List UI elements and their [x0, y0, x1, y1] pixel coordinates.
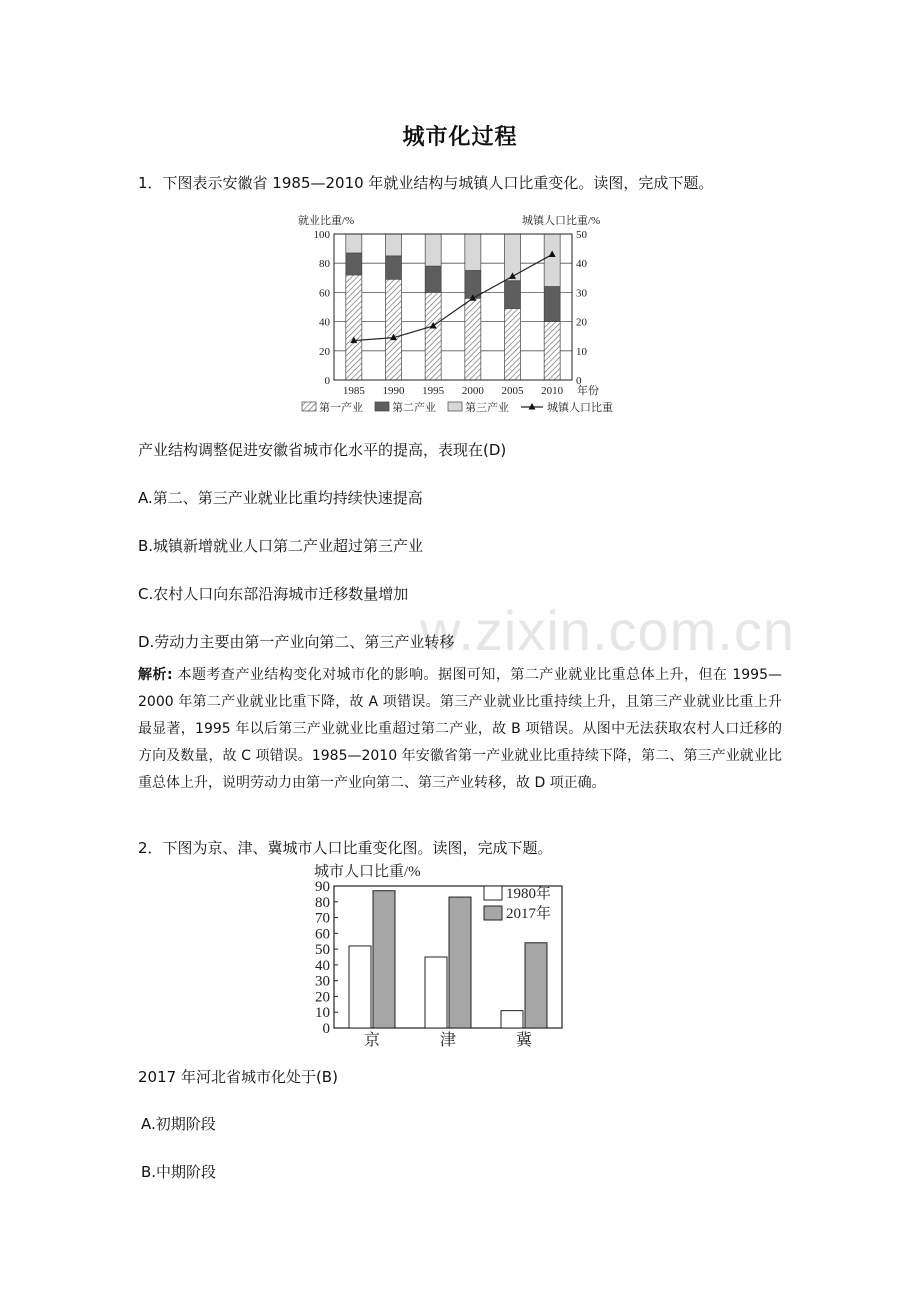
question-2-option-b[interactable]: B.中期阶段	[141, 1163, 217, 1181]
chart1-bar-segment	[425, 292, 441, 380]
chart1-bar-segment	[386, 234, 402, 256]
chart2-y-tick-label: 60	[315, 926, 330, 943]
chart2-x-tick-label: 冀	[515, 1032, 533, 1049]
chart2-bar	[525, 943, 547, 1028]
chart1-legend-swatch	[375, 402, 389, 411]
question-2-text: 2017 年河北省城市化处于(B)	[138, 1068, 338, 1086]
chart1-legend-label: 第一产业	[319, 402, 363, 414]
chart1-bar-segment	[465, 271, 481, 299]
chart1-x-tick-label: 1995	[422, 385, 445, 397]
question-2-stem: 2．下图为京、津、冀城市人口比重变化图。读图，完成下题。	[138, 839, 553, 857]
chart2-x-tick-label: 京	[363, 1032, 381, 1049]
chart1-bar-segment	[505, 281, 521, 309]
analysis-label: 解析:	[138, 667, 173, 683]
chart2-y-tick-label: 40	[315, 957, 330, 974]
chart1-x-tick-label: 2010	[541, 385, 564, 397]
analysis-text: 本题考查产业结构变化对城市化的影响。据图可知，第二产业就业比重总体上升，但在 1995—2000 年第二产业就业比重下降，故 A 项错误。第三产业就业比重持续上升，且第三产业就业比重上升最显著，1995 年以后第三产业就业比重超过第二产业，故 B 项错误。从图中无法获取农村人口迁移的方向及数量，故 C 项错误。1985—2010 年安徽省第一产业就业比重持续下降，第二、第三产业就业比重总体上升，说明劳动力由第一产业向第二、第三产业转移，故 D 项正确。	[138, 667, 782, 791]
question-1-option-c[interactable]: C.农村人口向东部沿海城市迁移数量增加	[138, 585, 409, 603]
chart1-y-tick-label: 20	[319, 345, 330, 358]
chart1-y-tick-label: 40	[319, 316, 330, 329]
chart2-bar	[425, 957, 447, 1028]
chart1-x-unit-label: 年份	[577, 385, 599, 397]
chart2-y-tick-label: 80	[315, 894, 330, 911]
chart1-y2-tick-label: 40	[576, 258, 587, 271]
chart2-bar	[349, 946, 371, 1028]
chart2-legend-label: 1980年	[506, 886, 552, 902]
chart1-y2-tick-label: 50	[576, 229, 587, 241]
chart1-bar-segment	[346, 234, 362, 253]
employment-structure-chart	[290, 208, 620, 423]
chart1-bar-segment	[346, 253, 362, 275]
chart2-bar	[449, 897, 471, 1028]
chart1-legend-marker	[529, 403, 536, 410]
chart2-bar	[501, 1011, 523, 1028]
chart1-bar-segment	[425, 266, 441, 292]
chart1-legend-label: 城镇人口比重	[547, 402, 613, 414]
chart1-bar-segment	[425, 234, 441, 266]
page-title: 城市化过程	[402, 125, 518, 150]
chart1-y2-tick-label: 10	[576, 345, 587, 358]
chart2-y-tick-label: 10	[315, 1005, 330, 1022]
chart1-x-tick-label: 2000	[461, 385, 484, 397]
chart2-y-axis-label: 城市人口比重/%	[314, 864, 421, 880]
chart1-y2-tick-label: 20	[576, 316, 587, 329]
chart2-legend-swatch	[484, 886, 502, 900]
chart2-y-tick-label: 0	[322, 1021, 330, 1037]
question-1-option-d[interactable]: D.劳动力主要由第一产业向第二、第三产业转移	[138, 633, 455, 651]
chart2-y-tick-label: 30	[315, 973, 330, 990]
chart1-legend-swatch	[302, 402, 316, 411]
chart1-y-tick-label: 60	[319, 287, 330, 300]
chart1-bar-segment	[465, 234, 481, 271]
chart1-y-tick-label: 100	[313, 229, 330, 241]
chart2-y-tick-label: 70	[315, 910, 330, 927]
question-1-analysis	[138, 662, 782, 797]
chart1-bar-segment	[465, 298, 481, 380]
question-2-option-a[interactable]: A.初期阶段	[141, 1115, 216, 1133]
question-1-stem: 1．下图表示安徽省 1985—2010 年就业结构与城镇人口比重变化。读图，完成下题。	[138, 174, 714, 192]
watermark: w.zixin.com.cn	[420, 599, 795, 662]
chart1-bar-segment	[386, 256, 402, 279]
chart1-bar-segment	[544, 234, 560, 287]
chart1-urban-line	[354, 254, 552, 340]
chart1-x-tick-label: 1985	[342, 385, 365, 397]
question-1-option-a[interactable]: A.第二、第三产业就业比重均持续快速提高	[138, 489, 423, 507]
chart1-y2-axis-label: 城镇人口比重/%	[522, 215, 601, 227]
question-1-option-b[interactable]: B.城镇新增就业人口第二产业超过第三产业	[138, 537, 424, 555]
chart1-bar-segment	[386, 279, 402, 380]
chart2-y-tick-label: 20	[315, 989, 330, 1006]
chart1-y2-tick-label: 0	[576, 375, 582, 387]
chart2-legend-swatch	[484, 906, 502, 920]
chart2-x-tick-label: 津	[439, 1032, 457, 1049]
chart1-legend-label: 第二产业	[392, 402, 436, 414]
chart1-bar-segment	[505, 308, 521, 380]
chart1-y-tick-label: 80	[319, 258, 330, 271]
chart1-x-tick-label: 2005	[501, 385, 524, 397]
chart1-y-tick-label: 0	[324, 375, 330, 387]
chart1-bar-segment	[346, 275, 362, 380]
chart1-plot-frame	[334, 234, 572, 380]
chart1-bar-segment	[544, 322, 560, 380]
chart2-bar	[373, 891, 395, 1028]
chart1-legend-label: 第三产业	[465, 402, 509, 414]
chart2-legend-label: 2017年	[506, 906, 552, 922]
chart1-bar-segment	[544, 287, 560, 322]
chart1-y-axis-label: 就业比重/%	[298, 215, 355, 227]
chart1-y2-tick-label: 30	[576, 287, 587, 300]
chart2-y-tick-label: 90	[315, 879, 330, 895]
chart1-x-tick-label: 1990	[382, 385, 405, 397]
chart2-y-tick-label: 50	[315, 942, 330, 959]
question-1-text: 产业结构调整促进安徽省城市化水平的提高，表现在(D)	[138, 441, 507, 459]
chart1-legend-swatch	[448, 402, 462, 411]
urban-population-chart	[300, 858, 580, 1053]
